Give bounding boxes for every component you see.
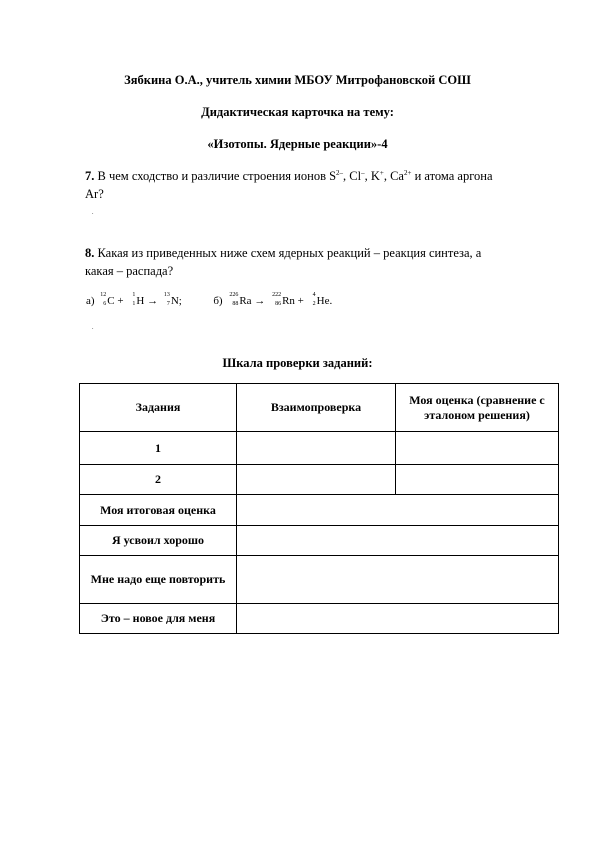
final-grade-cell[interactable]	[237, 495, 559, 526]
scale-title: Шкала проверки заданий:	[222, 356, 373, 370]
peer-check-cell[interactable]	[237, 432, 396, 465]
question-7	[85, 167, 545, 203]
self-grade-cell[interactable]	[396, 432, 559, 465]
ra-symbol: Ra	[239, 295, 252, 307]
new-for-me-cell[interactable]	[237, 604, 559, 634]
q7-sep3: , Ca	[383, 169, 404, 183]
k-charge: +	[379, 168, 384, 177]
task-number: 1	[80, 432, 237, 465]
q8-text-a: Какая из приведенных ниже схем ядерных реакций – реакция синтеза, а	[94, 246, 482, 260]
carbon-nuclide	[97, 292, 107, 308]
table-row	[80, 465, 559, 495]
he-symbol: He.	[316, 295, 333, 307]
table-row	[80, 495, 559, 526]
peer-check-cell[interactable]	[237, 465, 396, 495]
h-mass: 1	[132, 292, 136, 299]
h-z: 1	[132, 301, 136, 308]
n-z: 7	[166, 301, 170, 308]
he-mass: 4	[312, 292, 316, 299]
table-header-row	[80, 384, 559, 432]
rn-mass: 222	[272, 292, 282, 299]
task-number: 2	[80, 465, 237, 495]
table-row	[80, 556, 559, 604]
c-z: 6	[103, 301, 107, 308]
dot-1: .	[92, 210, 94, 216]
cl-charge: –	[361, 168, 365, 177]
header-card: Дидактическая карточка на тему:	[201, 105, 394, 119]
table-row	[80, 526, 559, 556]
header-author: Зябкина О.А., учитель химии МБОУ Митрофановской СОШ	[124, 73, 471, 87]
need-repeat-cell[interactable]	[237, 556, 559, 604]
q7-sep1: , Cl	[343, 169, 362, 183]
question-8-number: 8.	[85, 246, 95, 260]
rn-symbol: Rn	[282, 295, 295, 307]
table-row	[80, 604, 559, 634]
reaction-a-label: а)	[86, 295, 95, 307]
c-mass: 12	[100, 292, 107, 299]
table-row	[80, 432, 559, 465]
q7-text-c: Ar?	[85, 187, 104, 201]
self-check-table	[79, 383, 559, 634]
q7-text-b: и атома аргона	[411, 169, 493, 183]
col-header-self-grade: Моя оценка (сравнение с эталоном решения)	[396, 384, 559, 432]
question-8	[85, 244, 545, 280]
helium-nuclide	[307, 292, 317, 308]
row-label-learned-well: Я усвоил хорошо	[80, 526, 237, 556]
reactions-line	[86, 292, 333, 308]
ra-mass: 226	[229, 292, 239, 299]
plus-2: +	[294, 295, 307, 307]
row-label-new-for-me: Это – новое для меня	[80, 604, 237, 634]
s-charge: 2–	[336, 168, 344, 177]
h-symbol: H	[136, 295, 145, 307]
nitrogen-nuclide	[161, 292, 171, 308]
header-topic: «Изотопы. Ядерные реакции»-4	[207, 137, 388, 151]
hydrogen-nuclide	[126, 292, 136, 308]
learned-well-cell[interactable]	[237, 526, 559, 556]
col-header-peer-check: Взаимопроверка	[237, 384, 396, 432]
q7-text-a: В чем сходство и различие строения ионов S	[94, 169, 337, 183]
rn-z: 86	[275, 301, 282, 308]
plus-1: +	[114, 295, 127, 307]
q7-sep2: , K	[364, 169, 380, 183]
self-grade-cell[interactable]	[396, 465, 559, 495]
arrow-2: →	[251, 295, 269, 307]
radon-nuclide	[268, 292, 282, 308]
reaction-b-label: б)	[213, 295, 223, 307]
he-z: 2	[312, 301, 316, 308]
arrow-1: →	[144, 295, 161, 307]
ca-charge: 2+	[403, 168, 412, 177]
radium-nuclide	[225, 292, 239, 308]
question-7-number: 7.	[85, 169, 95, 183]
row-label-final-grade: Моя итоговая оценка	[80, 495, 237, 526]
n-symbol: N;	[170, 295, 182, 307]
row-label-need-repeat: Мне надо еще повторить	[80, 556, 237, 604]
n-mass: 13	[163, 292, 170, 299]
q8-text-b: какая – распада?	[85, 264, 174, 278]
ra-z: 88	[232, 301, 239, 308]
dot-2: .	[92, 325, 94, 331]
col-header-tasks: Задания	[80, 384, 237, 432]
c-symbol: C	[107, 295, 115, 307]
